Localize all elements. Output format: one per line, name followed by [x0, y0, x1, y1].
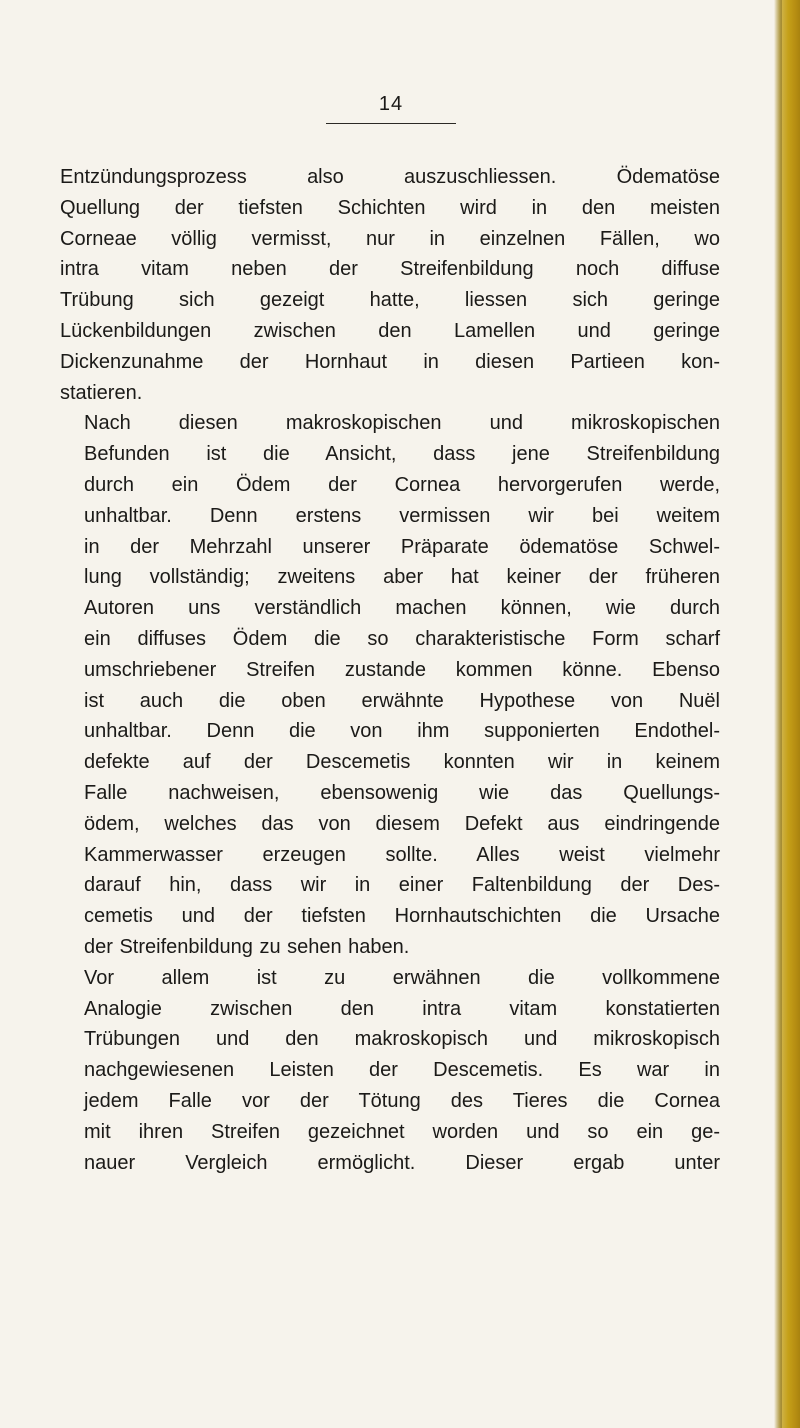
- text-line: der Streifenbildung zu sehen haben.: [84, 935, 410, 958]
- text-line: Analogie zwischen den intra vitam konstatierten: [84, 997, 720, 1020]
- paragraph-3: [60, 963, 720, 1179]
- text-line: Falle nachweisen, ebensowenig wie das Quellungs-: [84, 781, 720, 804]
- text-line: cemetis und der tiefsten Hornhautschichten die Ursache: [84, 905, 720, 928]
- text-line: Vor allem ist zu erwähnen die vollkommene: [84, 966, 720, 989]
- text-line: Befunden ist die Ansicht, dass jene Streifenbildung: [84, 443, 720, 466]
- text-line: darauf hin, dass wir in einer Faltenbildung der Des-: [84, 874, 720, 897]
- text-line: intra vitam neben der Streifenbildung noch diffuse: [60, 258, 720, 281]
- body-text: [60, 162, 720, 1178]
- text-line: Entzündungsprozess also auszuschliessen. Ödematöse: [60, 166, 720, 188]
- text-line: nachgewiesenen Leisten der Descemetis. Es war in: [84, 1059, 720, 1082]
- text-line: durch ein Ödem der Cornea hervorgerufen werde,: [84, 473, 720, 496]
- text-line: Nach diesen makroskopischen und mikroskopischen: [84, 412, 720, 435]
- text-line: unhaltbar. Denn erstens vermissen wir bei weitem: [84, 504, 720, 527]
- text-line: unhaltbar. Denn die von ihm supponierten Endothel-: [84, 720, 720, 743]
- text-line: Quellung der tiefsten Schichten wird in den meisten: [60, 196, 720, 219]
- text-line: in der Mehrzahl unserer Präparate ödematöse Schwel-: [84, 535, 720, 558]
- text-line: ödem, welches das von diesem Defekt aus eindringende: [84, 812, 720, 835]
- text-line: Corneae völlig vermisst, nur in einzelnen Fällen, wo: [60, 227, 720, 250]
- text-line: ist auch die oben erwähnte Hypothese von Nuël: [84, 689, 720, 712]
- text-line: Kammerwasser erzeugen sollte. Alles weist vielmehr: [84, 843, 720, 866]
- text-line: umschriebener Streifen zustande kommen könne. Ebenso: [84, 658, 720, 681]
- text-line: jedem Falle vor der Tötung des Tieres die Cornea: [84, 1089, 720, 1112]
- page-number: 14: [326, 92, 456, 116]
- text-line: Lückenbildungen zwischen den Lamellen und geringe: [60, 319, 720, 342]
- text-line: ein diffuses Ödem die so charakteristische Form scharf: [84, 627, 720, 650]
- text-line: Autoren uns verständlich machen können, wie durch: [84, 597, 720, 620]
- text-line: nauer Vergleich ermöglicht. Dieser ergab unter: [84, 1151, 720, 1174]
- text-line: Trübungen und den makroskopisch und mikroskopisch: [84, 1028, 720, 1051]
- book-spine-edge: [774, 0, 800, 1428]
- text-line: Dickenzunahme der Hornhaut in diesen Partieen kon-: [60, 350, 720, 373]
- paragraph-1: [60, 162, 720, 408]
- paragraph-2: [60, 408, 720, 962]
- text-line: statieren.: [60, 381, 143, 404]
- text-line: mit ihren Streifen gezeichnet worden und so ein ge-: [84, 1120, 720, 1143]
- text-line: defekte auf der Descemetis konnten wir in keinem: [84, 751, 720, 774]
- text-line: Trübung sich gezeigt hatte, liessen sich geringe: [60, 289, 720, 312]
- text-line: lung vollständig; zweitens aber hat keiner der früheren: [84, 566, 720, 589]
